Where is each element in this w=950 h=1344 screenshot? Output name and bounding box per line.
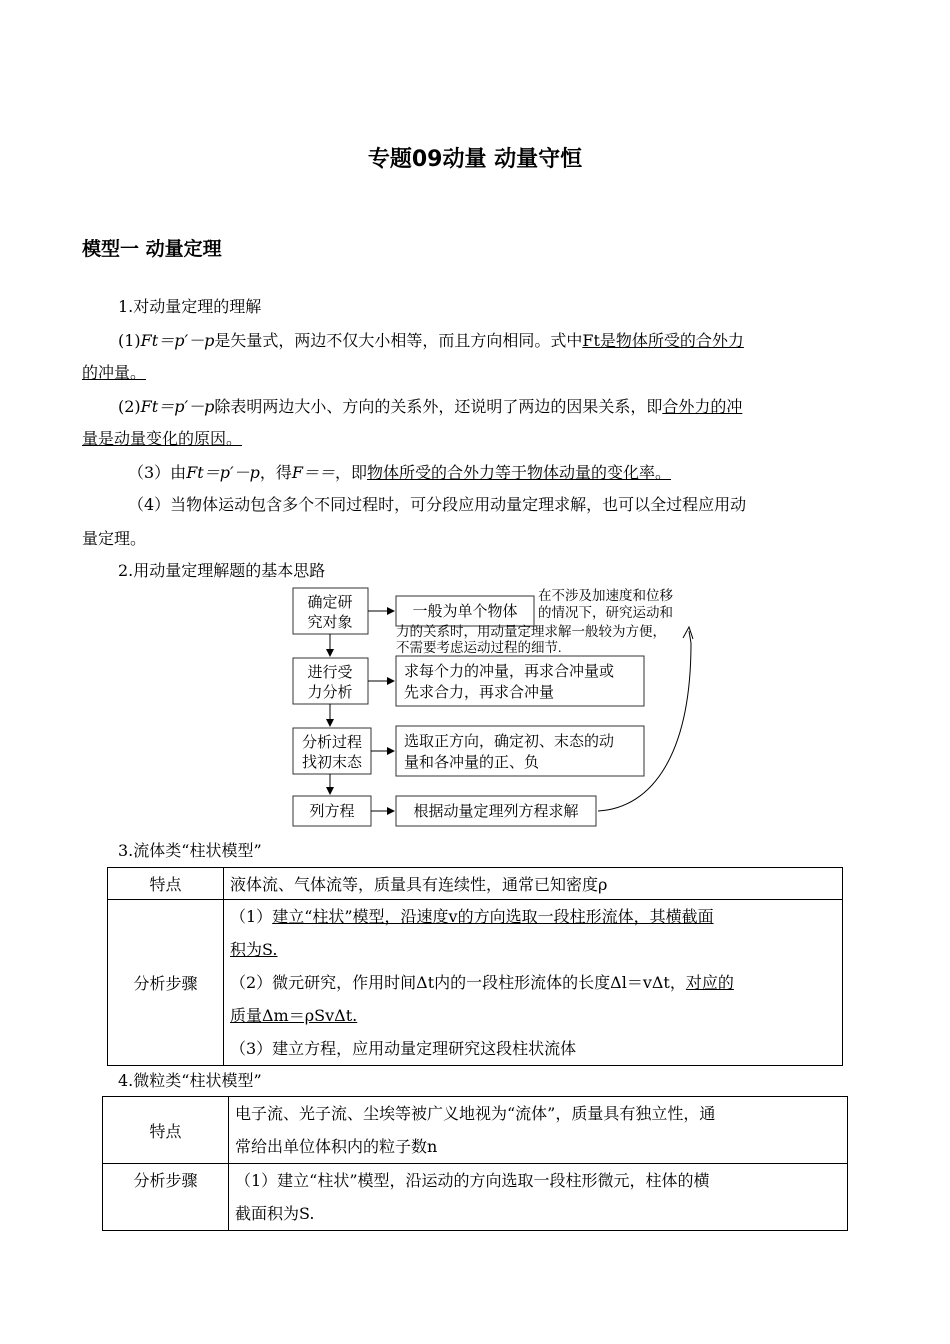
subsection-title-2: 2.用动量定理解题的基本思路 bbox=[118, 561, 326, 580]
paragraph-1-line-2: 的冲量。 bbox=[82, 363, 147, 382]
flow-desc-4: 根据动量定理列方程求解 bbox=[413, 804, 579, 820]
flow-desc-3-line-1: 选取正方向，确定初、末态的动 bbox=[404, 734, 615, 750]
flow-desc-2-line-2: 先求合力，再求合冲量 bbox=[404, 685, 555, 701]
table1-steps-body: （1）建立“柱状”模型，沿速度v的方向选取一段柱形流体，其横截面 积为S. （2）微元研究，作用时间Δt内的一段柱形流体的长度Δl＝vΔt，对应的 质量Δm＝ρSvΔt. （3）建立方程，应用动量定理研究这段柱状流体 bbox=[224, 900, 843, 1066]
table2-steps-body: （1）建立“柱状”模型，沿运动的方向选取一段柱形微元，柱体的横 截面积为S. bbox=[229, 1164, 848, 1231]
flowchart bbox=[283, 583, 703, 830]
flow-step-3-line-1: 分析过程 bbox=[301, 735, 363, 751]
flow-desc-2-line-1: 求每个力的冲量，再求合冲量或 bbox=[404, 664, 615, 680]
flow-step-2-line-2: 力分析 bbox=[307, 685, 353, 701]
table2-feature-body: 电子流、光子流、尘埃等被广义地视为“流体”，质量具有独立性，通 常给出单位体积内的粒子数n bbox=[229, 1097, 848, 1164]
flow-step-1-line-1: 确定研 bbox=[307, 595, 353, 611]
page-title: 专题09动量 动量守恒 bbox=[367, 147, 583, 172]
flow-desc-1: 一般为单个物体 bbox=[412, 604, 518, 620]
flow-step-1-line-2: 究对象 bbox=[307, 615, 353, 631]
flow-desc-3-line-2: 量和各冲量的正、负 bbox=[404, 755, 540, 771]
flow-step-3-line-2: 找初末态 bbox=[301, 755, 363, 771]
particle-model-table bbox=[102, 1096, 848, 1231]
flow-note-line-2: 的情况下，研究运动和 bbox=[538, 605, 673, 620]
flow-note-line-4: 不需要考虑运动过程的细节. bbox=[396, 640, 562, 655]
section-heading: 模型一 动量定理 bbox=[82, 238, 222, 260]
paragraph-4-line-1: （4）当物体运动包含多个不同过程时，可分段应用动量定理求解，也可以全过程应用动 bbox=[128, 495, 747, 514]
paragraph-2-line-2: 量是动量变化的原因。 bbox=[82, 429, 243, 448]
paragraph-4-line-2: 量定理。 bbox=[82, 529, 147, 548]
subsection-title-1: 1.对动量定理的理解 bbox=[118, 297, 262, 316]
fluid-model-table bbox=[107, 867, 843, 1066]
subsection-title-4: 4.微粒类“柱状模型” bbox=[118, 1071, 262, 1090]
flow-note-line-3: 力的关系时，用动量定理求解一般较为方便， bbox=[396, 624, 666, 639]
flow-note-line-1: 在不涉及加速度和位移 bbox=[538, 588, 673, 603]
table2-feature-header: 特点 bbox=[103, 1097, 229, 1164]
table1-feature-body: 液体流、气体流等，质量具有连续性，通常已知密度ρ bbox=[224, 868, 843, 900]
table2-steps-header: 分析步骤 bbox=[103, 1164, 229, 1231]
flow-step-4: 列方程 bbox=[309, 804, 355, 820]
paragraph-1-line-1: (1)Ft＝p′－p是矢量式，两边不仅大小相等，而且方向相同。式中Ft是物体所受的合外力 bbox=[118, 331, 744, 350]
table1-feature-header: 特点 bbox=[108, 868, 224, 900]
paragraph-3: （3）由Ft＝p′－p，得F＝＝，即物体所受的合外力等于物体动量的变化率。 bbox=[128, 463, 671, 482]
flow-step-2-line-1: 进行受 bbox=[307, 665, 353, 681]
table1-steps-header: 分析步骤 bbox=[108, 900, 224, 1066]
paragraph-2-line-1: (2)Ft＝p′－p除表明两边大小、方向的关系外，还说明了两边的因果关系，即合外力的冲 bbox=[118, 397, 743, 416]
subsection-title-3: 3.流体类“柱状模型” bbox=[118, 841, 262, 860]
